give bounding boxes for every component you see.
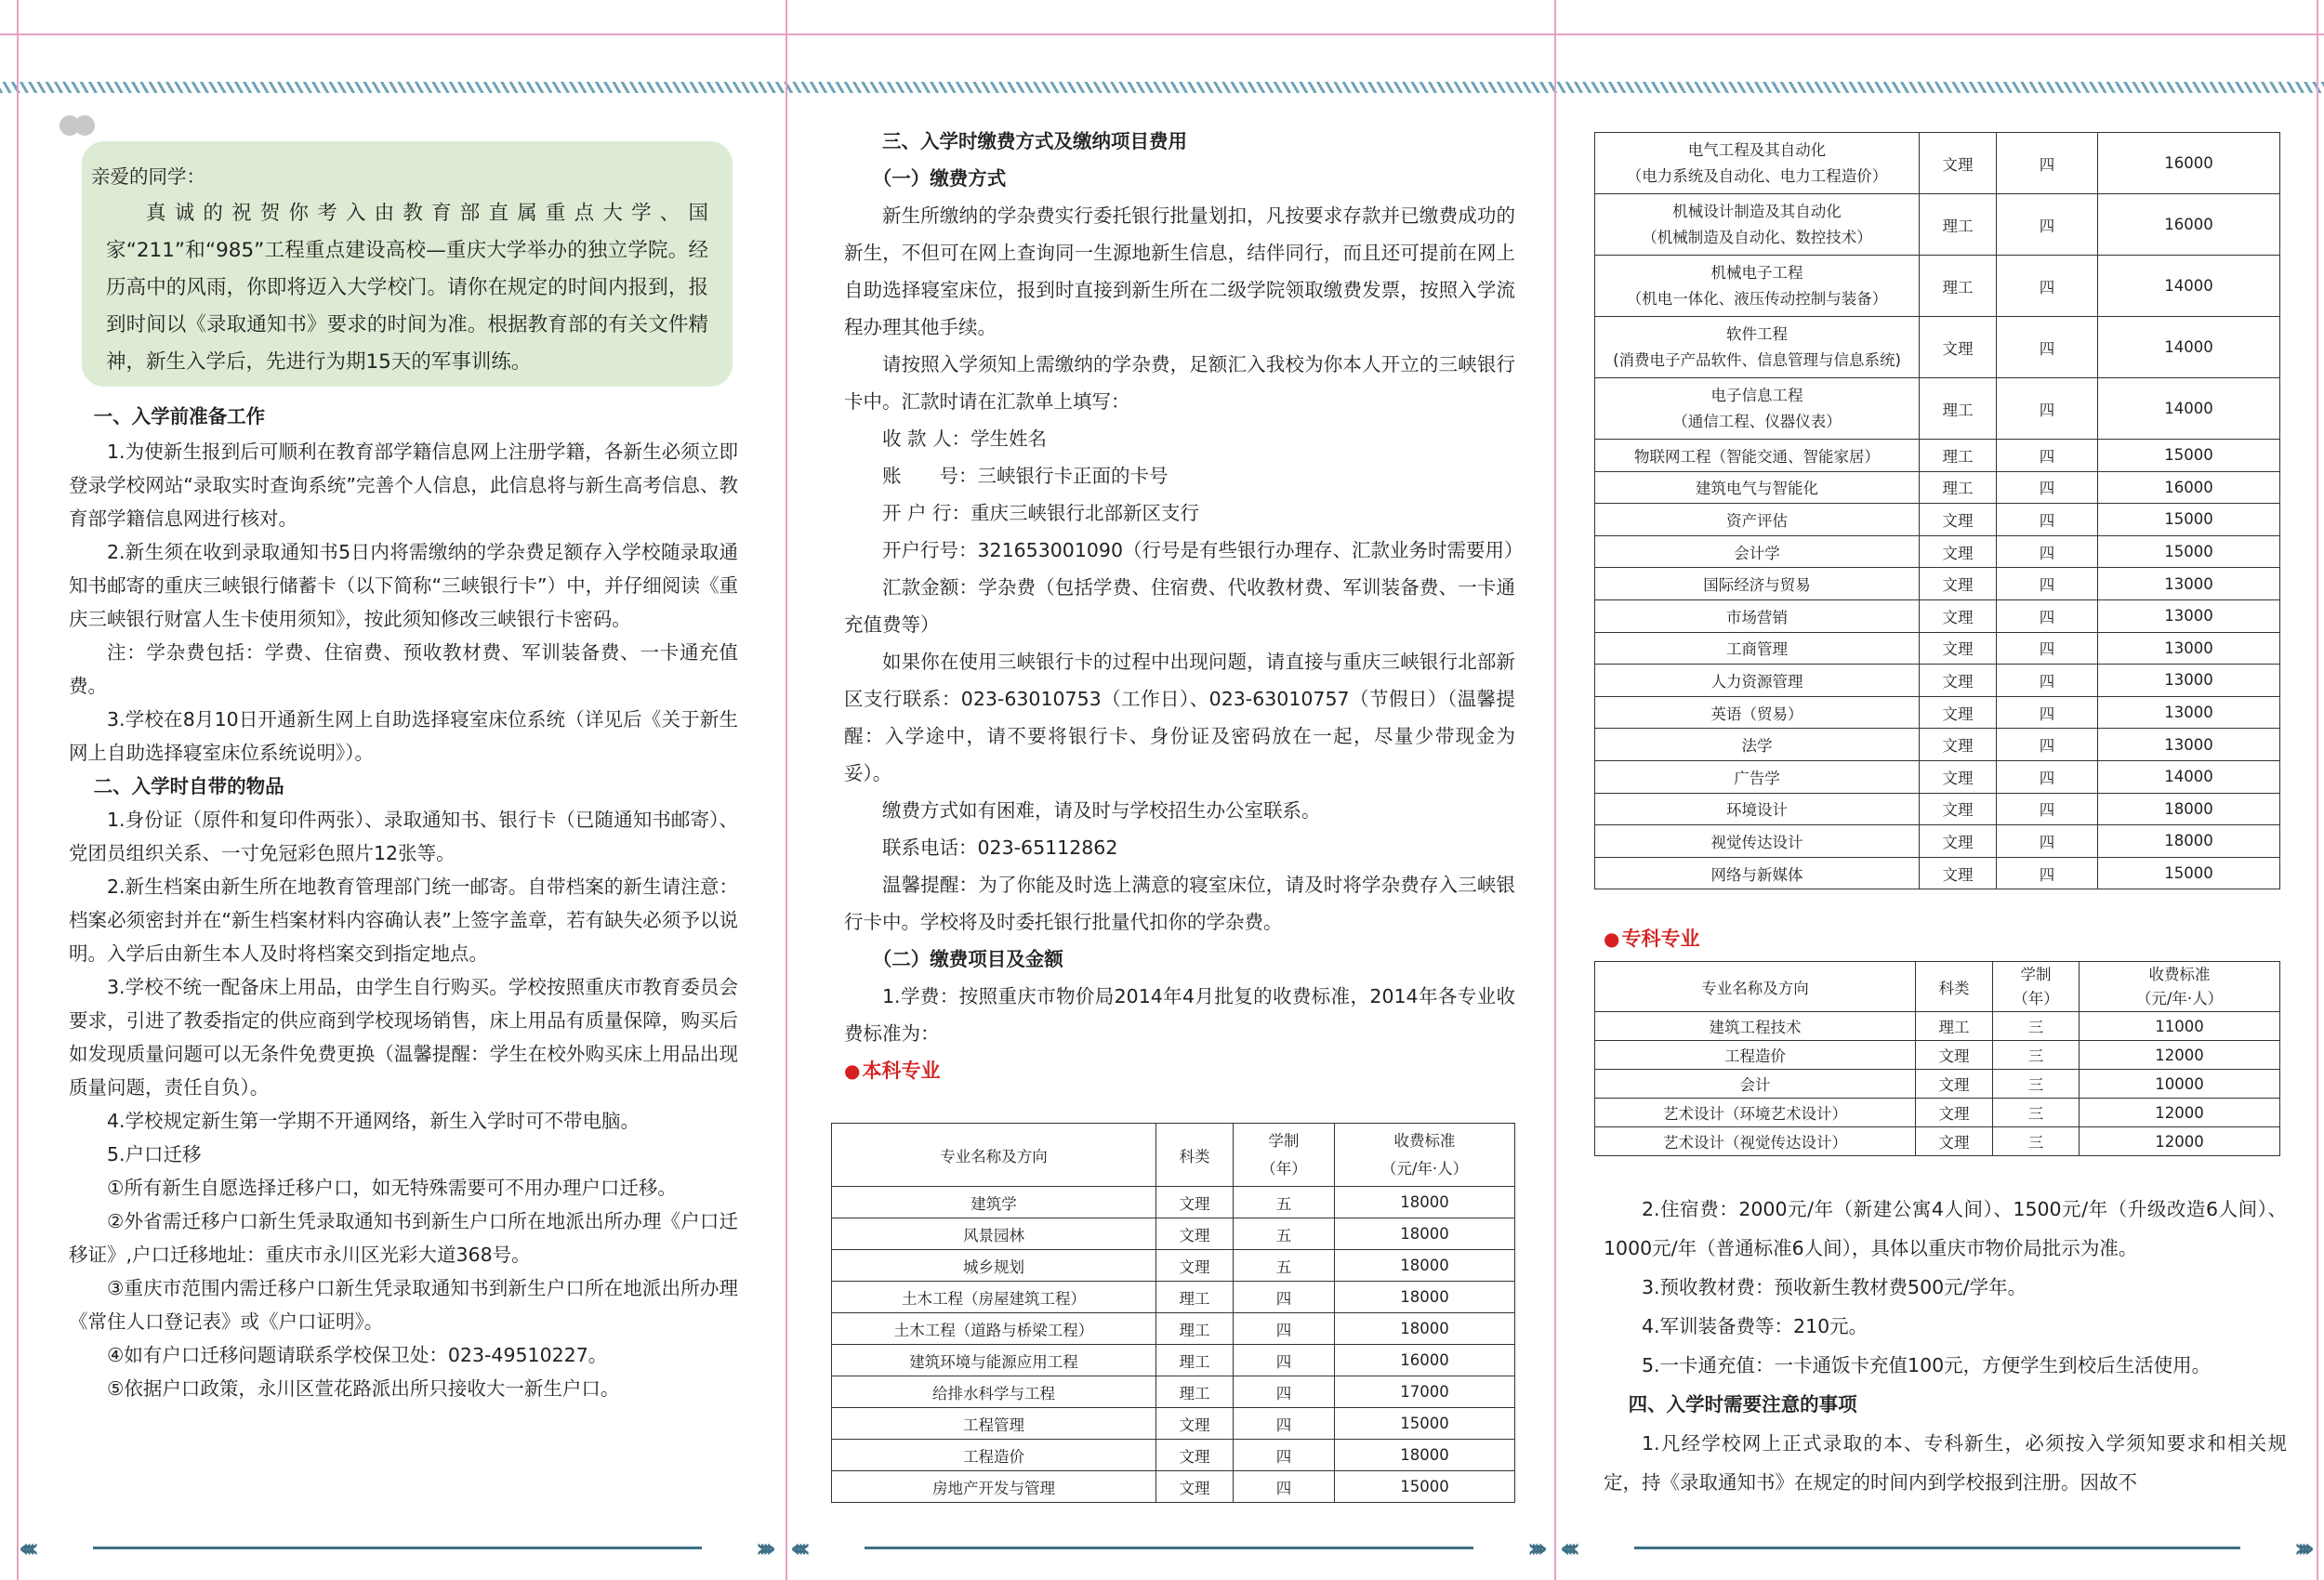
length-cell: 四 [1997, 504, 2098, 536]
right-body [1604, 1190, 2287, 1502]
type-cell: 文理 [1920, 857, 1997, 889]
amount-line: 汇款金额：学杂费（包括学费、住宿费、代收教材费、军训装备费、一卡通充值费等） [844, 576, 1515, 636]
fee-cell: 18000 [1335, 1218, 1515, 1250]
bk-cont-body [1595, 133, 2280, 889]
major-cell: 物联网工程（智能交通、智能家居） [1595, 440, 1920, 472]
fee-cell: 14000 [2098, 256, 2280, 317]
fee-cell: 16000 [2098, 471, 2280, 504]
fee-cell: 18000 [2098, 825, 2280, 858]
payee-line: 收 款 人：学生姓名 [882, 428, 1048, 450]
fee-cell: 13000 [2098, 696, 2280, 729]
guide-line-right [2317, 0, 2318, 1580]
length-cell: 四 [1997, 632, 2098, 665]
left-body [69, 398, 738, 1405]
major-cell [1595, 256, 1920, 317]
fee-cell: 18000 [2098, 793, 2280, 825]
panel-right [1594, 0, 2287, 1580]
fee-cell: 18000 [1335, 1313, 1515, 1345]
sec2-para3: 3.学校不统一配备床上用品，由学生自行购买。学校按照重庆市教育委员会要求，引进了教委指定的供应商到学校现场销售，床上用品有质量保障，购买后如发现质量问题可以无条件免费更换（温馨提醒：学生在校外购买床上用品出现质量问题，责任自负）。 [69, 976, 738, 1099]
fee-cell: 13000 [2098, 599, 2280, 632]
type-cell: 文理 [1920, 504, 1997, 536]
length-cell: 四 [1997, 665, 2098, 697]
fee-cell: 18000 [1335, 1187, 1515, 1218]
sec2-para5c: ③重庆市范围内需迁移户口新生凭录取通知书到新生户口所在地派出所办理《常住人口登记表》或《户口证明》。 [69, 1277, 738, 1333]
major-cell: 艺术设计（视觉传达设计） [1595, 1127, 1916, 1156]
major-cell: 土木工程（房屋建筑工程） [832, 1282, 1156, 1313]
length-cell: 四 [1997, 471, 2098, 504]
major-cell: 工程造价 [832, 1440, 1156, 1471]
length-cell: 四 [1234, 1282, 1335, 1313]
fee-cell: 14000 [2098, 317, 2280, 378]
type-cell: 文理 [1920, 729, 1997, 761]
major-name: 电子信息工程 [1710, 386, 1803, 404]
major-cell: 建筑工程技术 [1595, 1012, 1916, 1041]
chevron-right-icon: ›››› [755, 1533, 769, 1563]
guide-line-left [17, 0, 19, 1580]
payment-para6: 温馨提醒：为了你能及时选上满意的寝室床位，请及时将学杂费存入三峡银行卡中。学校将及时委托银行批量代扣你的学杂费。 [844, 874, 1515, 933]
type-cell: 文理 [1920, 760, 1997, 793]
panel-left [56, 0, 739, 1580]
table-row [832, 1471, 1515, 1503]
type-cell: 理工 [1156, 1345, 1234, 1376]
major-direction: （机电一体化、液压传动控制与装备） [1626, 289, 1888, 308]
major-direction: （电力系统及自动化、电力工程造价） [1626, 166, 1888, 185]
panel-middle [827, 0, 1524, 1580]
table-row [1595, 256, 2280, 317]
bk-table-body [832, 1187, 1515, 1503]
fee-cell: 11000 [2080, 1012, 2280, 1041]
middle-body [844, 123, 1524, 1089]
section-1-title: 一、入学前准备工作 [93, 405, 266, 428]
chevron-right-icon: ›››› [2293, 1533, 2307, 1563]
sec1-para1: 1.为使新生报到后可顺利在教育部学籍信息网上注册学籍，各新生必须立即登录学校网站“录取实时查询系统”完善个人信息，此信息将与新生高考信息、教育部学籍信息网进行核对。 [69, 441, 738, 530]
sec2-para5a: ①所有新生自愿选择迁移户口，如无特殊需要可不用办理户口迁移。 [107, 1177, 677, 1199]
sec1-para2: 2.新生须在收到录取通知书5日内将需缴纳的学杂费足额存入学校随录取通知书邮寄的重庆三峡银行储蓄卡（以下简称“三峡银行卡”）中，并仔细阅读《重庆三峡银行财富人生卡使用须知》，按此须知修改三峡银行卡密码。 [69, 541, 738, 630]
tuition-intro: 1.学费：按照重庆市物价局2014年4月批复的收费标准，2014年各专业收费标准为： [844, 985, 1515, 1045]
major-direction: （机械制造及自动化、数控技术） [1642, 228, 1872, 246]
guide-line-fold1 [786, 0, 787, 1580]
zk-table [1594, 961, 2280, 1156]
major-cell: 艺术设计（环境艺术设计） [1595, 1099, 1916, 1127]
major-cell: 环境设计 [1595, 793, 1920, 825]
length-cell: 五 [1234, 1187, 1335, 1218]
table-row [1595, 440, 2280, 472]
major-cell: 工程造价 [1595, 1041, 1916, 1070]
fee-cell: 13000 [2098, 729, 2280, 761]
length-cell: 三 [1993, 1041, 2080, 1070]
type-cell: 文理 [1916, 1127, 1993, 1156]
table-row [1595, 1099, 2280, 1127]
fee-para3: 3.预收教材费：预收新生教材费500元/学年。 [1642, 1276, 2027, 1298]
section-2-title: 二、入学时自带的物品 [93, 775, 284, 797]
type-cell: 文理 [1920, 825, 1997, 858]
table-row [1595, 1127, 2280, 1156]
fee-cell: 15000 [2098, 535, 2280, 568]
type-cell: 文理 [1916, 1041, 1993, 1070]
length-cell: 四 [1234, 1313, 1335, 1345]
fee-cell: 18000 [1335, 1440, 1515, 1471]
zk-hdr-type: 科类 [1916, 962, 1993, 1012]
type-cell: 理工 [1920, 194, 1997, 256]
length-cell: 四 [1997, 440, 2098, 472]
table-row [1595, 1012, 2280, 1041]
fee-cell: 15000 [1335, 1408, 1515, 1440]
zk-hdr-fee: 收费标准 （元/年·人） [2080, 962, 2280, 1012]
table-row [832, 1250, 1515, 1282]
bank-line: 开 户 行：重庆三峡银行北部新区支行 [882, 502, 1200, 524]
fee-cell: 18000 [1335, 1250, 1515, 1282]
major-cell: 城乡规划 [832, 1250, 1156, 1282]
major-name: 电气工程及其自动化 [1687, 140, 1827, 159]
table-row [1595, 1041, 2280, 1070]
fee-cell: 14000 [2098, 378, 2280, 440]
fee-cell: 16000 [1335, 1345, 1515, 1376]
table-row [832, 1313, 1515, 1345]
payment-para1: 新生所缴纳的学杂费实行委托银行批量划扣，凡按要求存款并已缴费成功的新生，不但可在网上查询同一生源地新生信息，结伴同行，而且还可提前在网上自助选择寝室床位，报到时直接到新生所在二级学院领取缴费发票，按照入学流程办理其他手续。 [844, 204, 1515, 338]
zk-table-body [1595, 1012, 2280, 1156]
major-cell: 建筑电气与智能化 [1595, 471, 1920, 504]
type-cell: 文理 [1920, 599, 1997, 632]
greeting-body: 真诚的祝贺你考入由教育部直属重点大学、国家“211”和“985”工程重点建设高校—重庆大学举办的独立学院。经历高中的风雨，你即将迈入大学校门。请你在规定的时间内报到，报到时间以《录取通知书》要求的时间为准。根据教育部的有关文件精神，新生入学后，先进行为期15天的军事训练。 [106, 202, 708, 374]
major-cell: 给排水科学与工程 [832, 1376, 1156, 1408]
payment-para4: 缴费方式如有困难，请及时与学校招生办公室联系。 [882, 799, 1321, 822]
type-cell: 文理 [1920, 317, 1997, 378]
hdr-fee: 收费标准 （元/年·人） [1335, 1124, 1515, 1187]
bottom-deco-3 [1560, 1533, 2315, 1563]
bank-no-line: 开户行号：321653001090（行号是有些银行办理存、汇款业务时需要用） [882, 539, 1524, 561]
type-cell: 文理 [1916, 1070, 1993, 1099]
type-cell: 理工 [1920, 378, 1997, 440]
guide-line-fold2 [1554, 0, 1556, 1580]
table-row [1595, 317, 2280, 378]
bk-table [831, 1123, 1515, 1503]
major-cell [1595, 317, 1920, 378]
chevron-left-icon: ‹‹‹‹ [19, 1533, 33, 1563]
major-cell: 土木工程（道路与桥梁工程） [832, 1313, 1156, 1345]
length-cell: 四 [1997, 696, 2098, 729]
sec2-para2: 2.新生档案由新生所在地教育管理部门统一邮寄。自带档案的新生请注意：档案必须密封并在“新生档案材料内容确认表”上签字盖章，若有缺失必须予以说明。入学后由新生本人及时将档案交到指定地点。 [69, 876, 738, 965]
fee-cell: 16000 [2098, 194, 2280, 256]
length-cell: 三 [1993, 1127, 2080, 1156]
sec4-para1: 1.凡经学校网上正式录取的本、专科新生，必须按入学须知要求和相关规定，持《录取通知书》在规定的时间内到学校报到注册。因故不 [1604, 1432, 2287, 1494]
length-cell: 三 [1993, 1012, 2080, 1041]
major-cell: 风景园林 [832, 1218, 1156, 1250]
table-row [1595, 793, 2280, 825]
length-cell: 四 [1234, 1440, 1335, 1471]
length-cell: 四 [1997, 133, 2098, 194]
major-cell: 建筑学 [832, 1187, 1156, 1218]
length-cell: 四 [1234, 1408, 1335, 1440]
major-cell: 会计学 [1595, 535, 1920, 568]
type-cell: 文理 [1156, 1471, 1234, 1503]
table-row [1595, 760, 2280, 793]
fee-cell: 13000 [2098, 568, 2280, 600]
major-cell: 市场营销 [1595, 599, 1920, 632]
length-cell: 四 [1997, 793, 2098, 825]
sub-1-title: （一）缴费方式 [872, 167, 1007, 190]
type-cell: 文理 [1916, 1099, 1993, 1127]
length-cell: 四 [1997, 317, 2098, 378]
major-direction: （通信工程、仪器仪表） [1672, 412, 1842, 430]
fee-cell: 13000 [2098, 632, 2280, 665]
table-row [832, 1345, 1515, 1376]
zk-hdr-major: 专业名称及方向 [1595, 962, 1916, 1012]
fee-para4: 4.军训装备费等：210元。 [1642, 1315, 1868, 1337]
type-cell: 文理 [1920, 696, 1997, 729]
chevron-left-icon: ‹‹‹‹ [790, 1533, 804, 1563]
major-cell: 工程管理 [832, 1408, 1156, 1440]
length-cell: 四 [1234, 1345, 1335, 1376]
type-cell: 文理 [1920, 133, 1997, 194]
fee-cell: 18000 [1335, 1282, 1515, 1313]
table-row [1595, 133, 2280, 194]
fee-cell: 10000 [2080, 1070, 2280, 1099]
table-row [832, 1376, 1515, 1408]
table-row [1595, 568, 2280, 600]
table-row [1595, 729, 2280, 761]
table-row [832, 1282, 1515, 1313]
hdr-type: 科类 [1156, 1124, 1234, 1187]
sec2-para1: 1.身份证（原件和复印件两张）、录取通知书、银行卡（已随通知书邮寄）、党团员组织关系、一寸免冠彩色照片12张等。 [69, 809, 738, 864]
major-cell: 房地产开发与管理 [832, 1471, 1156, 1503]
fee-cell: 15000 [2098, 440, 2280, 472]
type-cell: 文理 [1156, 1440, 1234, 1471]
bk-label: ● 本科专业 [844, 1052, 1515, 1089]
fee-cell: 12000 [2080, 1127, 2280, 1156]
type-cell: 文理 [1920, 793, 1997, 825]
type-cell: 理工 [1920, 471, 1997, 504]
table-row [1595, 857, 2280, 889]
length-cell: 四 [1997, 857, 2098, 889]
type-cell: 文理 [1920, 535, 1997, 568]
type-cell: 理工 [1156, 1282, 1234, 1313]
table-row [1595, 696, 2280, 729]
table-row [1595, 825, 2280, 858]
table-row [832, 1218, 1515, 1250]
greeting-salutation: 亲爱的同学： [91, 165, 205, 188]
major-name: 软件工程 [1726, 324, 1788, 343]
fee-cell: 17000 [1335, 1376, 1515, 1408]
hdr-length: 学制 （年） [1234, 1124, 1335, 1187]
length-cell: 三 [1993, 1070, 2080, 1099]
major-cell [1595, 378, 1920, 440]
table-row [1595, 665, 2280, 697]
type-cell: 理工 [1920, 440, 1997, 472]
table-row [1595, 632, 2280, 665]
account-line: 账 号：三峡银行卡正面的卡号 [882, 465, 1169, 487]
hdr-major: 专业名称及方向 [832, 1124, 1156, 1187]
length-cell: 四 [1997, 568, 2098, 600]
length-cell: 四 [1997, 535, 2098, 568]
sec2-para5: 5.户口迁移 [107, 1143, 202, 1165]
contact-phone: 联系电话：023-65112862 [882, 836, 1118, 859]
sec2-para4: 4.学校规定新生第一学期不开通网络，新生入学时可不带电脑。 [107, 1110, 640, 1132]
fee-cell: 15000 [2098, 857, 2280, 889]
chevron-right-icon: ›››› [1526, 1533, 1540, 1563]
sec1-para3: 3.学校在8月10日开通新生网上自助选择寝室床位系统（详见后《关于新生网上自助选择寝室床位系统说明》）。 [69, 708, 738, 764]
major-cell: 广告学 [1595, 760, 1920, 793]
bk-table-cont [1594, 132, 2280, 889]
major-direction: (消费电子产品软件、信息管理与信息系统) [1613, 350, 1901, 369]
sec2-para5b: ②外省需迁移户口新生凭录取通知书到新生户口所在地派出所办理《户口迁移证》,户口迁移地址：重庆市永川区光彩大道368号。 [69, 1210, 738, 1266]
type-cell: 理工 [1156, 1376, 1234, 1408]
sub-2-title: （二）缴费项目及金额 [872, 948, 1063, 970]
type-cell: 文理 [1156, 1250, 1234, 1282]
type-cell: 理工 [1916, 1012, 1993, 1041]
zk-label: ● 专科专业 [1604, 920, 1699, 957]
length-cell: 四 [1997, 825, 2098, 858]
type-cell: 文理 [1920, 665, 1997, 697]
table-row [1595, 378, 2280, 440]
fee-para5: 5.一卡通充值：一卡通饭卡充值100元，方便学生到校后生活使用。 [1642, 1354, 2212, 1376]
section-4-title: 四、入学时需要注意的事项 [1628, 1393, 1857, 1415]
section-3-title: 三、入学时缴费方式及缴纳项目费用 [882, 130, 1187, 152]
payment-para2: 请按照入学须知上需缴纳的学杂费，足额汇入我校为你本人开立的三峡银行卡中。汇款时请在汇款单上填写： [844, 353, 1515, 413]
zk-hdr-length: 学制 （年） [1993, 962, 2080, 1012]
fee-cell: 16000 [2098, 133, 2280, 194]
major-cell: 网络与新媒体 [1595, 857, 1920, 889]
major-cell: 工商管理 [1595, 632, 1920, 665]
major-cell: 人力资源管理 [1595, 665, 1920, 697]
major-cell: 英语（贸易） [1595, 696, 1920, 729]
sec1-note: 注：学杂费包括：学费、住宿费、预收教材费、军训装备费、一卡通充值费。 [69, 641, 738, 697]
fee-cell: 15000 [2098, 504, 2280, 536]
length-cell: 三 [1993, 1099, 2080, 1127]
type-cell: 文理 [1156, 1218, 1234, 1250]
fee-cell: 12000 [2080, 1099, 2280, 1127]
table-row [832, 1187, 1515, 1218]
type-cell: 文理 [1156, 1408, 1234, 1440]
fee-cell: 12000 [2080, 1041, 2280, 1070]
table-row [1595, 194, 2280, 256]
type-cell: 文理 [1920, 568, 1997, 600]
table-row [1595, 535, 2280, 568]
bottom-deco-2 [790, 1533, 1548, 1563]
type-cell: 文理 [1156, 1187, 1234, 1218]
payment-para3: 如果你在使用三峡银行卡的过程中出现问题，请直接与重庆三峡银行北部新区支行联系：023-63010753（工作日）、023-63010757（节假日）（温馨提醒：入学途中，请不要将银行卡、身份证及密码放在一起，尽量少带现金为妥）。 [844, 651, 1515, 784]
length-cell: 四 [1997, 729, 2098, 761]
fee-cell: 13000 [2098, 665, 2280, 697]
greeting-box [82, 141, 733, 387]
length-cell: 四 [1234, 1471, 1335, 1503]
major-cell: 资产评估 [1595, 504, 1920, 536]
major-cell: 国际经济与贸易 [1595, 568, 1920, 600]
sec2-para5d: ④如有户口迁移问题请联系学校保卫处：023-49510227。 [107, 1344, 608, 1366]
table-row [1595, 1070, 2280, 1099]
type-cell: 文理 [1920, 632, 1997, 665]
major-cell: 会计 [1595, 1070, 1916, 1099]
chevron-left-icon: ‹‹‹‹ [1560, 1533, 1574, 1563]
table-row [832, 1408, 1515, 1440]
major-cell: 视觉传达设计 [1595, 825, 1920, 858]
sec2-para5e: ⑤依据户口政策，永川区萱花路派出所只接收大一新生户口。 [107, 1377, 620, 1400]
type-cell: 理工 [1920, 256, 1997, 317]
table-row [832, 1440, 1515, 1471]
major-name: 机械设计制造及其自动化 [1672, 202, 1842, 220]
major-cell [1595, 133, 1920, 194]
length-cell: 四 [1997, 599, 2098, 632]
length-cell: 四 [1997, 256, 2098, 317]
major-name: 机械电子工程 [1710, 263, 1803, 282]
length-cell: 四 [1234, 1376, 1335, 1408]
major-cell [1595, 194, 1920, 256]
table-row [1595, 504, 2280, 536]
fee-para2: 2.住宿费：2000元/年（新建公寓4人间）、1500元/年（升级改造6人间）、1000元/年（普通标准6人间），具体以重庆市物价局批示为准。 [1604, 1198, 2287, 1259]
decorative-dots-icon [59, 115, 89, 139]
length-cell: 四 [1997, 194, 2098, 256]
bottom-deco-1 [19, 1533, 776, 1563]
major-cell: 建筑环境与能源应用工程 [832, 1345, 1156, 1376]
length-cell: 五 [1234, 1218, 1335, 1250]
table-row [1595, 471, 2280, 504]
length-cell: 四 [1997, 378, 2098, 440]
length-cell: 四 [1997, 760, 2098, 793]
fee-cell: 14000 [2098, 760, 2280, 793]
fee-cell: 15000 [1335, 1471, 1515, 1503]
length-cell: 五 [1234, 1250, 1335, 1282]
major-cell: 法学 [1595, 729, 1920, 761]
table-row [1595, 599, 2280, 632]
type-cell: 理工 [1156, 1313, 1234, 1345]
